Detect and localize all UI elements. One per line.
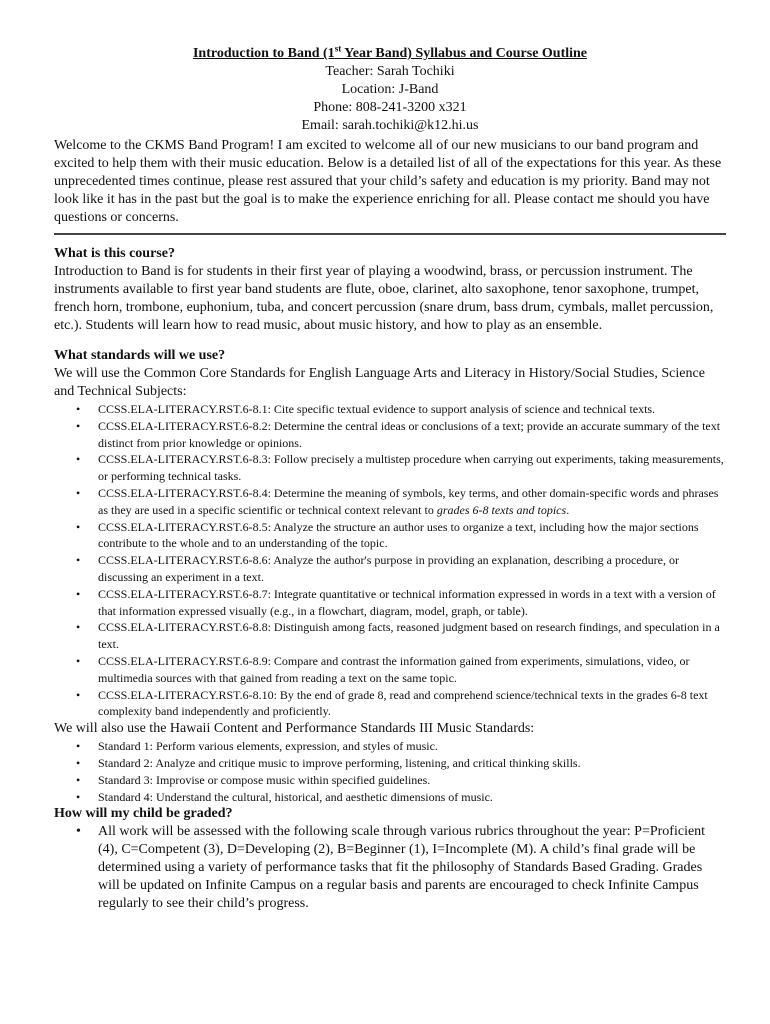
- course-section: [54, 245, 726, 335]
- list-item: • CCSS.ELA-LITERACY.RST.6-8.2: Determine the central ideas or conclusions of a text; provide an accurate summary of the text distinct from prior knowledge or opinions.: [76, 418, 721, 450]
- document-header: [54, 45, 726, 135]
- list-item: • Standard 1: Perform various elements, expression, and styles of music.: [76, 739, 438, 754]
- list-item: • CCSS.ELA-LITERACY.RST.6-8.10: By the end of grade 8, read and comprehend science/technical texts in the grades 6-8 text complexity band independently and proficiently.: [76, 687, 708, 719]
- welcome-paragraph: Welcome to the CKMS Band Program! I am excited to welcome all of our new musicians to our band program and excited to help them with their music education. Below is a detailed list of all of the expectations for this year. As these unprecedented times continue, please rest assured that your child’s safety and education is my priority. Band may not look like it has in the past but the goal is to make the experience enriching for all. Please contact me should you have questions or concerns.: [54, 138, 722, 225]
- list-item: • CCSS.ELA-LITERACY.RST.6-8.5: Analyze the structure an author uses to organize a text, including how the major sections contribute to the whole and to an understanding of the topic.: [76, 519, 699, 551]
- list-item: • CCSS.ELA-LITERACY.RST.6-8.8: Distinguish among facts, reasoned judgment based on research findings, and speculation in a text.: [76, 620, 720, 652]
- document-title: Introduction to Band (1st Year Band) Syllabus and Course Outline: [192, 43, 588, 61]
- hawaii-standards-intro: We will also use the Hawaii Content and Performance Standards III Music Standards:: [54, 721, 535, 737]
- list-item: • CCSS.ELA-LITERACY.RST.6-8.7: Integrate quantitative or technical information expressed in words in a text with a version of that information expressed visually (e.g., in a flowchart, diagram, model, graph, or table).: [76, 586, 716, 618]
- list-item: • CCSS.ELA-LITERACY.RST.6-8.1: Cite specific textual evidence to support analysis of science and technical texts.: [76, 402, 656, 416]
- phone-line: Phone: 808-241-3200 x321: [313, 100, 467, 115]
- list-item: • CCSS.ELA-LITERACY.RST.6-8.9: Compare and contrast the information gained from experiments, simulations, video, or multimedia sources with that gained from reading a text on the same topic.: [76, 653, 690, 685]
- standards-heading: What standards will we use?: [54, 348, 226, 363]
- list-item: • All work will be assessed with the following scale through various rubrics throughout the year: P=Proficient (4), C=Competent (3), D=Developing (2), B=Beginner (1), I=Incomplete (M). A child’s final grade will be determined using a variety of performance tasks that fit the philosophy of Standards Based Grading. Grades will be updated on Infinite Campus on a regular basis and parents are encouraged to check Infinite Campus regularly to see their child’s progress.: [76, 824, 706, 912]
- list-item: • CCSS.ELA-LITERACY.RST.6-8.3: Follow precisely a multistep procedure when carrying out experiments, taking measurements, or performing technical tasks.: [76, 452, 724, 484]
- course-heading: What is this course?: [54, 246, 175, 261]
- grading-list: [54, 823, 726, 913]
- ccss-standards-list: [54, 401, 726, 720]
- list-item: • Standard 3: Improvise or compose music within specified guidelines.: [76, 772, 431, 787]
- location-line: Location: J-Band: [341, 82, 439, 97]
- list-item: • CCSS.ELA-LITERACY.RST.6-8.4: Determine the meaning of symbols, key terms, and other domain-specific words and phrases as they are used in a specific scientific or technical context relevant to grades 6-8 texts and topics.: [76, 485, 719, 517]
- grading-heading: How will my child be graded?: [54, 806, 233, 822]
- standards-section: [54, 347, 726, 805]
- email-line: Email: sarah.tochiki@k12.hi.us: [301, 118, 479, 133]
- section-divider: [54, 233, 726, 235]
- standards-intro: We will use the Common Core Standards for English Language Arts and Literacy in History/Social Studies, Science and Technical Subjects:: [54, 366, 705, 399]
- teacher-line: Teacher: Sarah Tochiki: [325, 64, 455, 79]
- course-description: Introduction to Band is for students in their first year of playing a woodwind, brass, or percussion instrument. The instruments available to first year band students are flute, oboe, clarinet, alto saxophone, tenor saxophone, trumpet, french horn, trombone, euphonium, tuba, and concert percussion (snare drum, bass drum, cymbals, mallet percussion, etc.). Students will learn how to read music, about music history, and how to play as an ensemble.: [54, 264, 714, 333]
- list-item: • Standard 4: Understand the cultural, historical, and aesthetic dimensions of music.: [76, 789, 493, 804]
- list-item: • CCSS.ELA-LITERACY.RST.6-8.6: Analyze the author's purpose in providing an explanation, describing a procedure, or discussing an experiment in a text.: [76, 553, 679, 584]
- hawaii-standards-list: [54, 738, 726, 805]
- list-item: • Standard 2: Analyze and critique music to improve performing, listening, and critical thinking skills.: [76, 755, 581, 770]
- grading-section: [54, 805, 726, 913]
